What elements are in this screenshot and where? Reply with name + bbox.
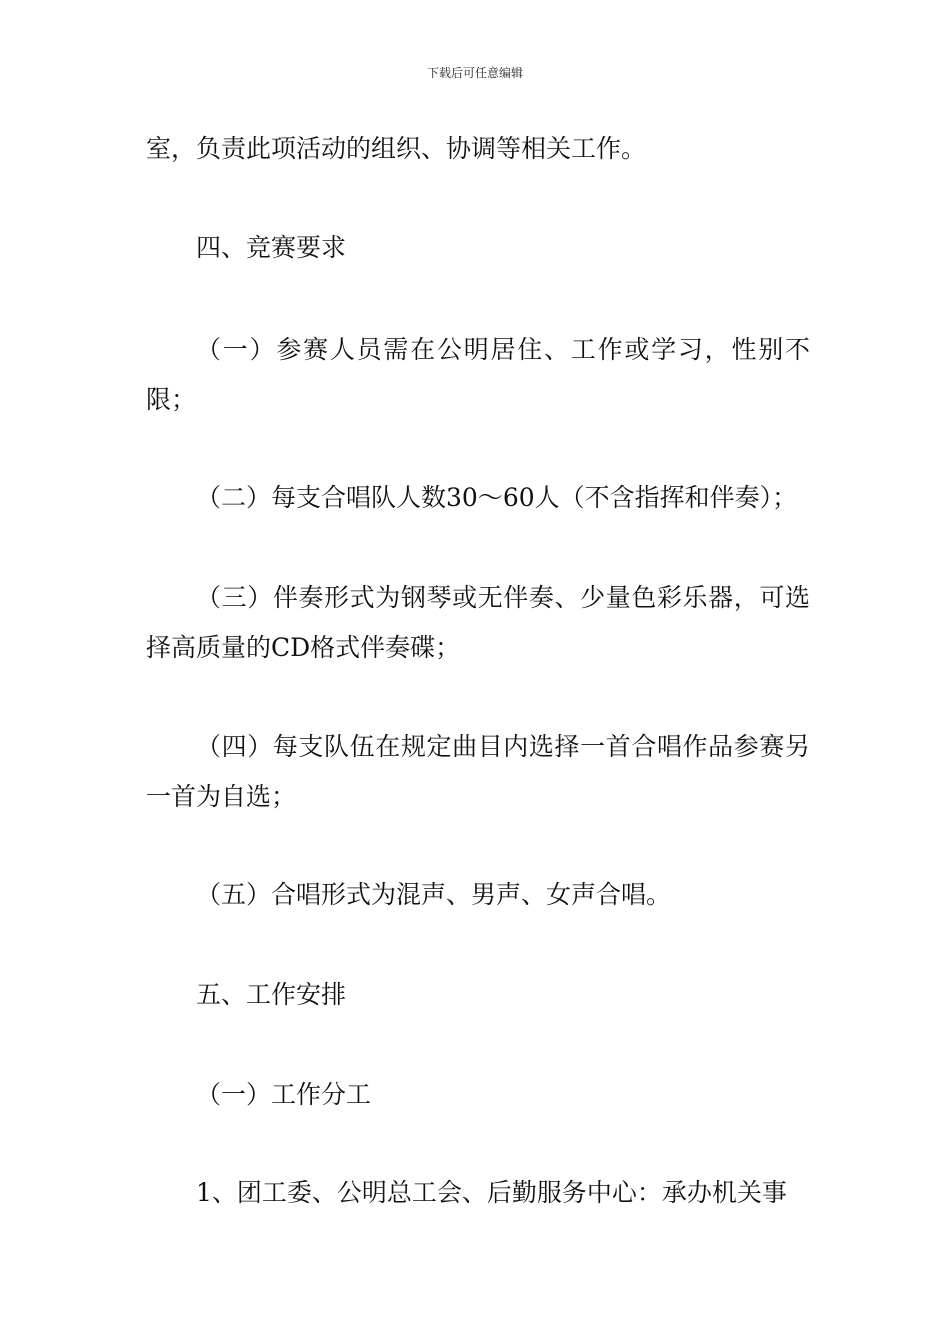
subsection-heading-division-of-work: （一）工作分工 [196,1080,372,1109]
paragraph-requirement-5: （五）合唱形式为混声、男声、女声合唱。 [196,880,672,909]
paragraph-requirement-2: （二）每支合唱队人数30～60人（不含指挥和伴奏）； [196,483,798,512]
paragraph-division-item-1: 1、团工委、公明总工会、后勤服务中心：承办机关事 [196,1178,787,1207]
paragraph-continuation: 室，负责此项活动的组织、协调等相关工作。 [146,134,647,163]
paragraph-requirement-1: （一）参赛人员需在公明居住、工作或学习，性别不限； [146,335,810,414]
paragraph-requirement-3: （三）伴奏形式为钢琴或无伴奏、少量色彩乐器，可选择高质量的CD格式伴奏碟； [146,583,810,662]
page-header: 下载后可任意编辑 [426,66,523,80]
paragraph-requirement-4: （四）每支队伍在规定曲目内选择一首合唱作品参赛另一首为自选； [146,732,810,811]
section-heading-work-arrangement: 五、工作安排 [196,980,347,1009]
section-heading-competition-requirements: 四、竞赛要求 [196,233,347,262]
